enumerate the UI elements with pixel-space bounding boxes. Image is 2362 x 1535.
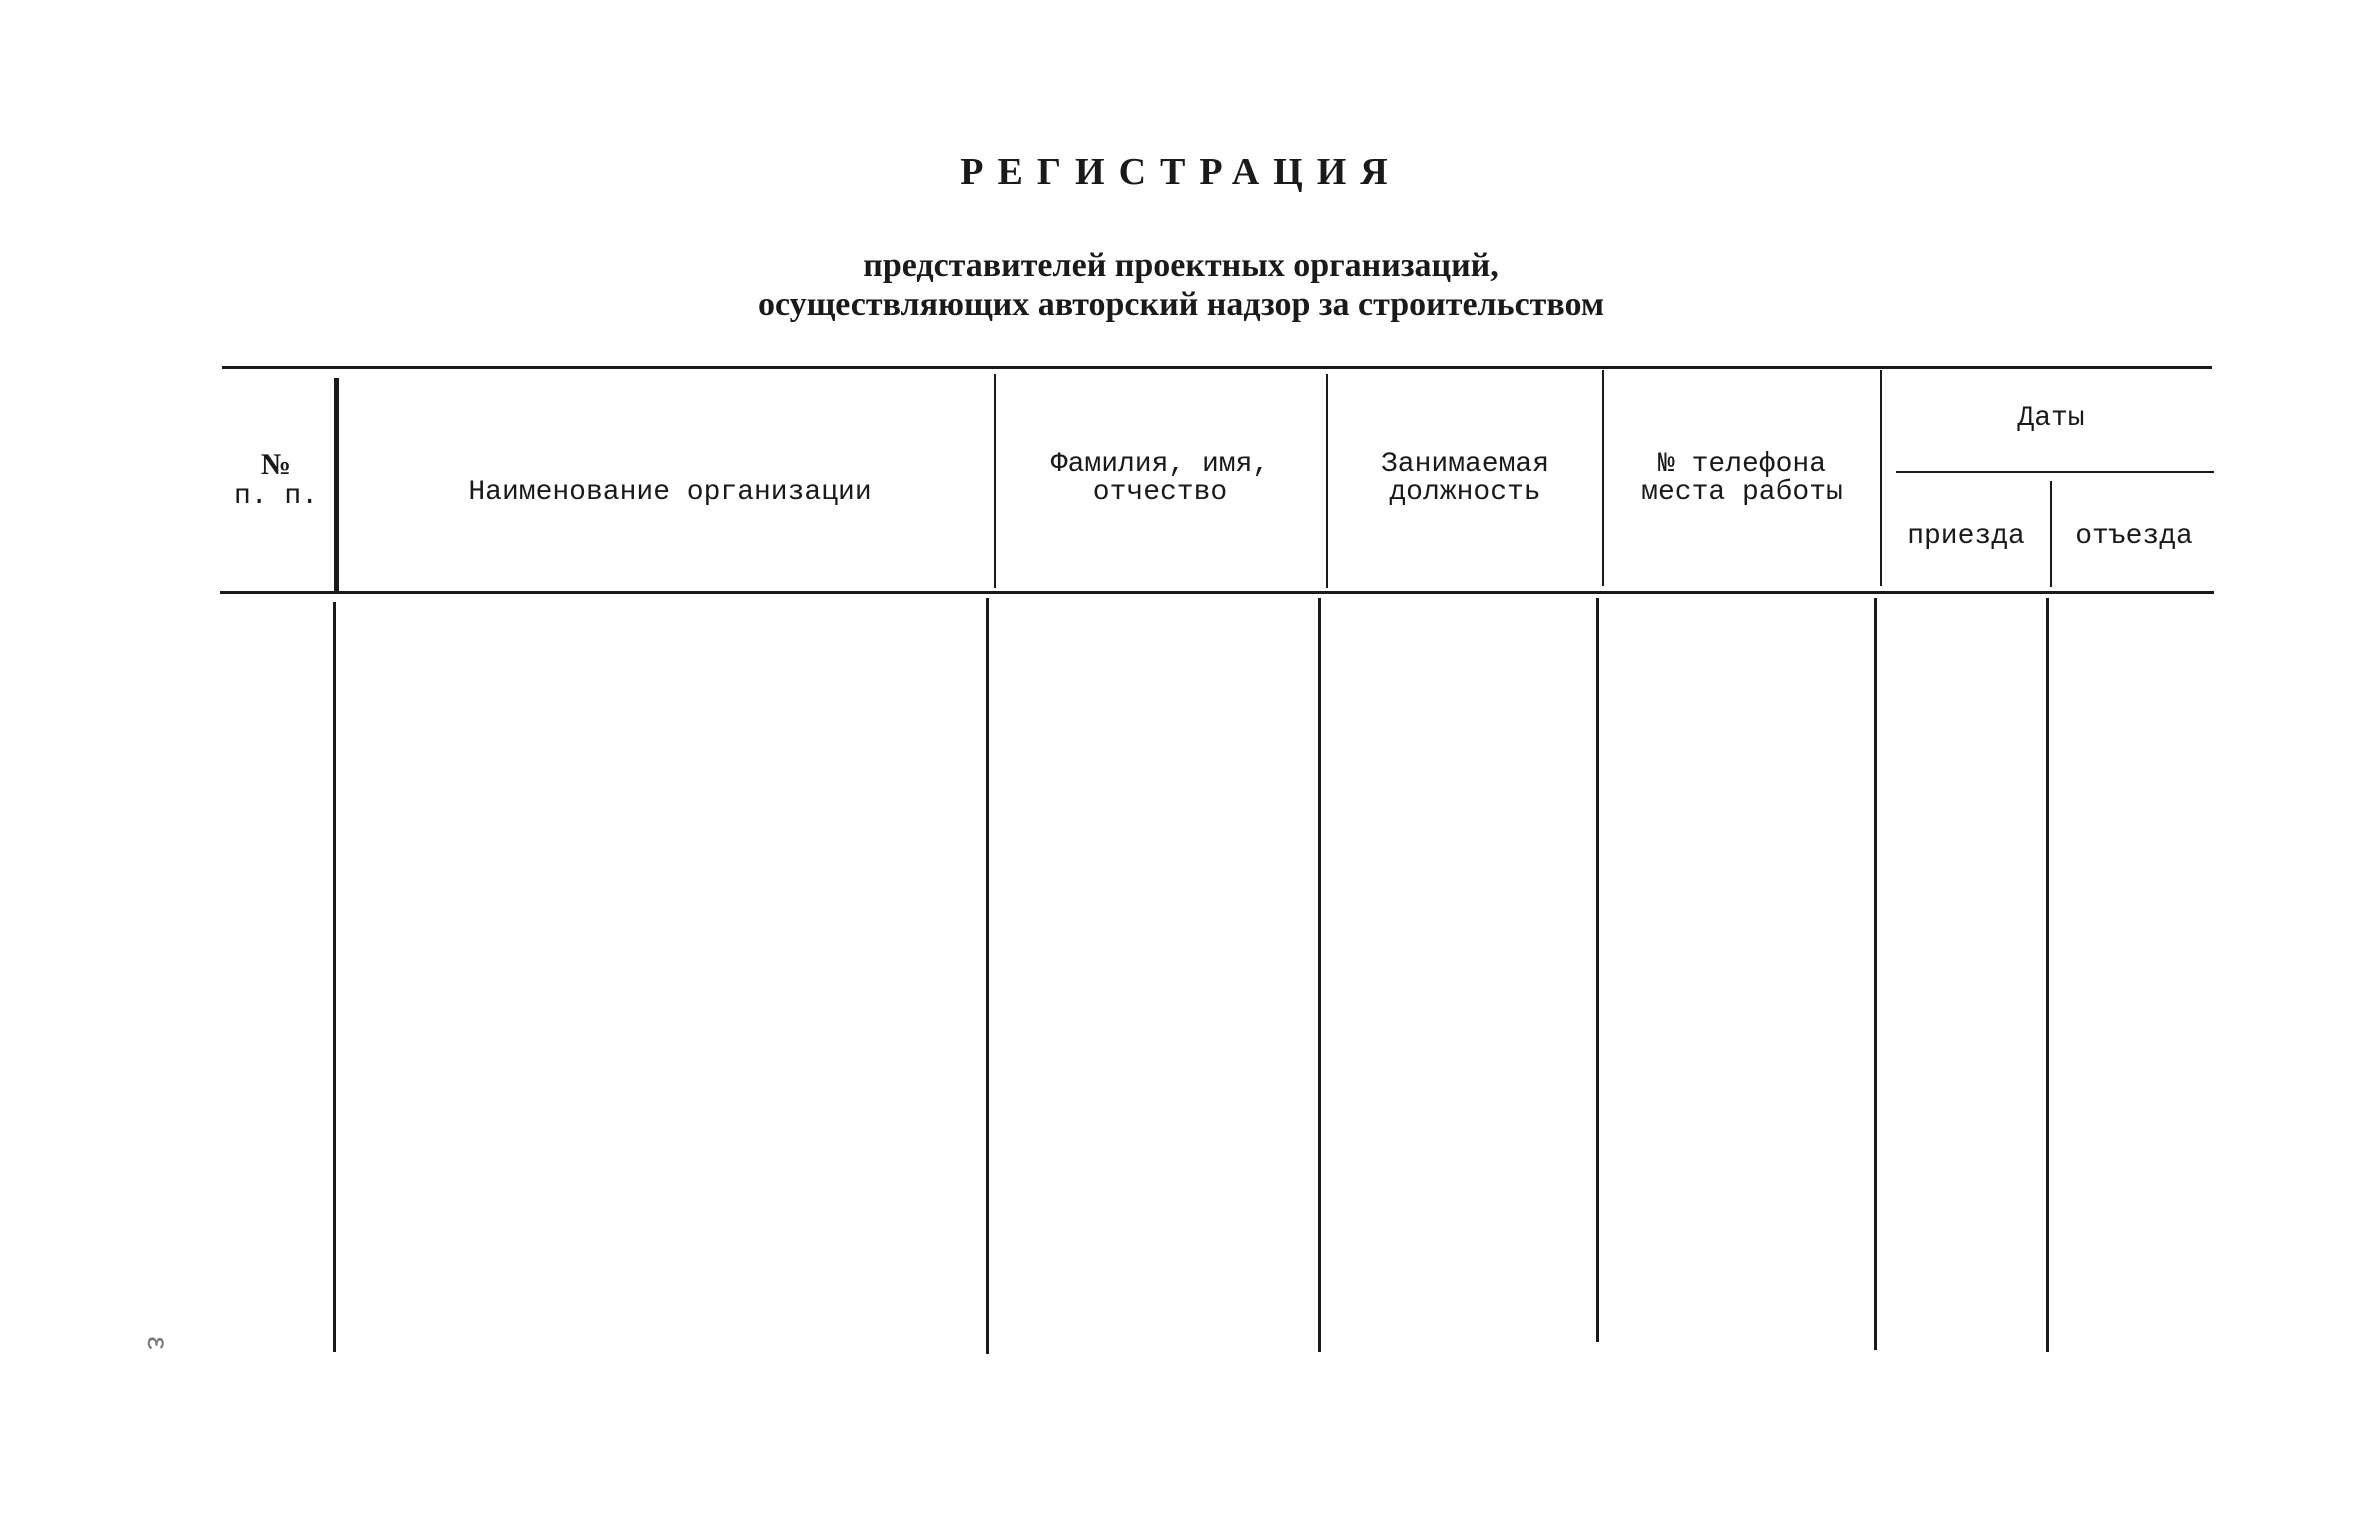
header-position-line-1: Занимаемая — [1380, 449, 1550, 480]
column-divider-2 — [994, 374, 996, 588]
table-top-border — [222, 366, 2212, 369]
column-divider-5 — [1880, 370, 1882, 586]
document-subtitle — [0, 246, 2362, 324]
subtitle-line-1: представителей проектных организаций, — [863, 247, 1499, 284]
column-divider-3-body — [1318, 598, 1321, 1352]
document-title: РЕГИСТРАЦИЯ — [960, 151, 1402, 193]
header-departure: отъезда — [2075, 521, 2193, 552]
page-number-mark: ε — [141, 1336, 174, 1350]
header-phone-line-2: места работы — [1641, 477, 1843, 508]
column-divider-6-body — [2046, 598, 2049, 1352]
subtitle-line-2: осуществляющих авторский надзор за строительством — [757, 286, 1605, 323]
header-position-line-2: должность — [1389, 477, 1541, 508]
header-full-name-line-2: отчество — [1092, 477, 1228, 508]
header-arrival: приезда — [1907, 521, 2025, 552]
header-organization: Наименование организации — [468, 477, 872, 508]
column-divider-3 — [1326, 374, 1328, 588]
column-divider-1 — [334, 378, 339, 592]
column-divider-1-body — [333, 602, 336, 1352]
header-dates: Даты — [2017, 403, 2085, 434]
header-number-symbol: № — [260, 448, 292, 481]
table-header-bottom-border — [220, 591, 2214, 594]
dates-subheader-divider — [1896, 471, 2214, 473]
header-number-label: п. п. — [233, 481, 318, 512]
column-divider-4 — [1602, 370, 1604, 586]
header-phone-line-1: № телефона — [1657, 449, 1827, 480]
column-divider-5-body — [1874, 598, 1877, 1350]
column-divider-2-body — [986, 598, 989, 1354]
column-divider-4-body — [1596, 598, 1599, 1342]
header-full-name-line-1: Фамилия, имя, — [1050, 449, 1270, 480]
column-divider-6 — [2050, 481, 2052, 587]
